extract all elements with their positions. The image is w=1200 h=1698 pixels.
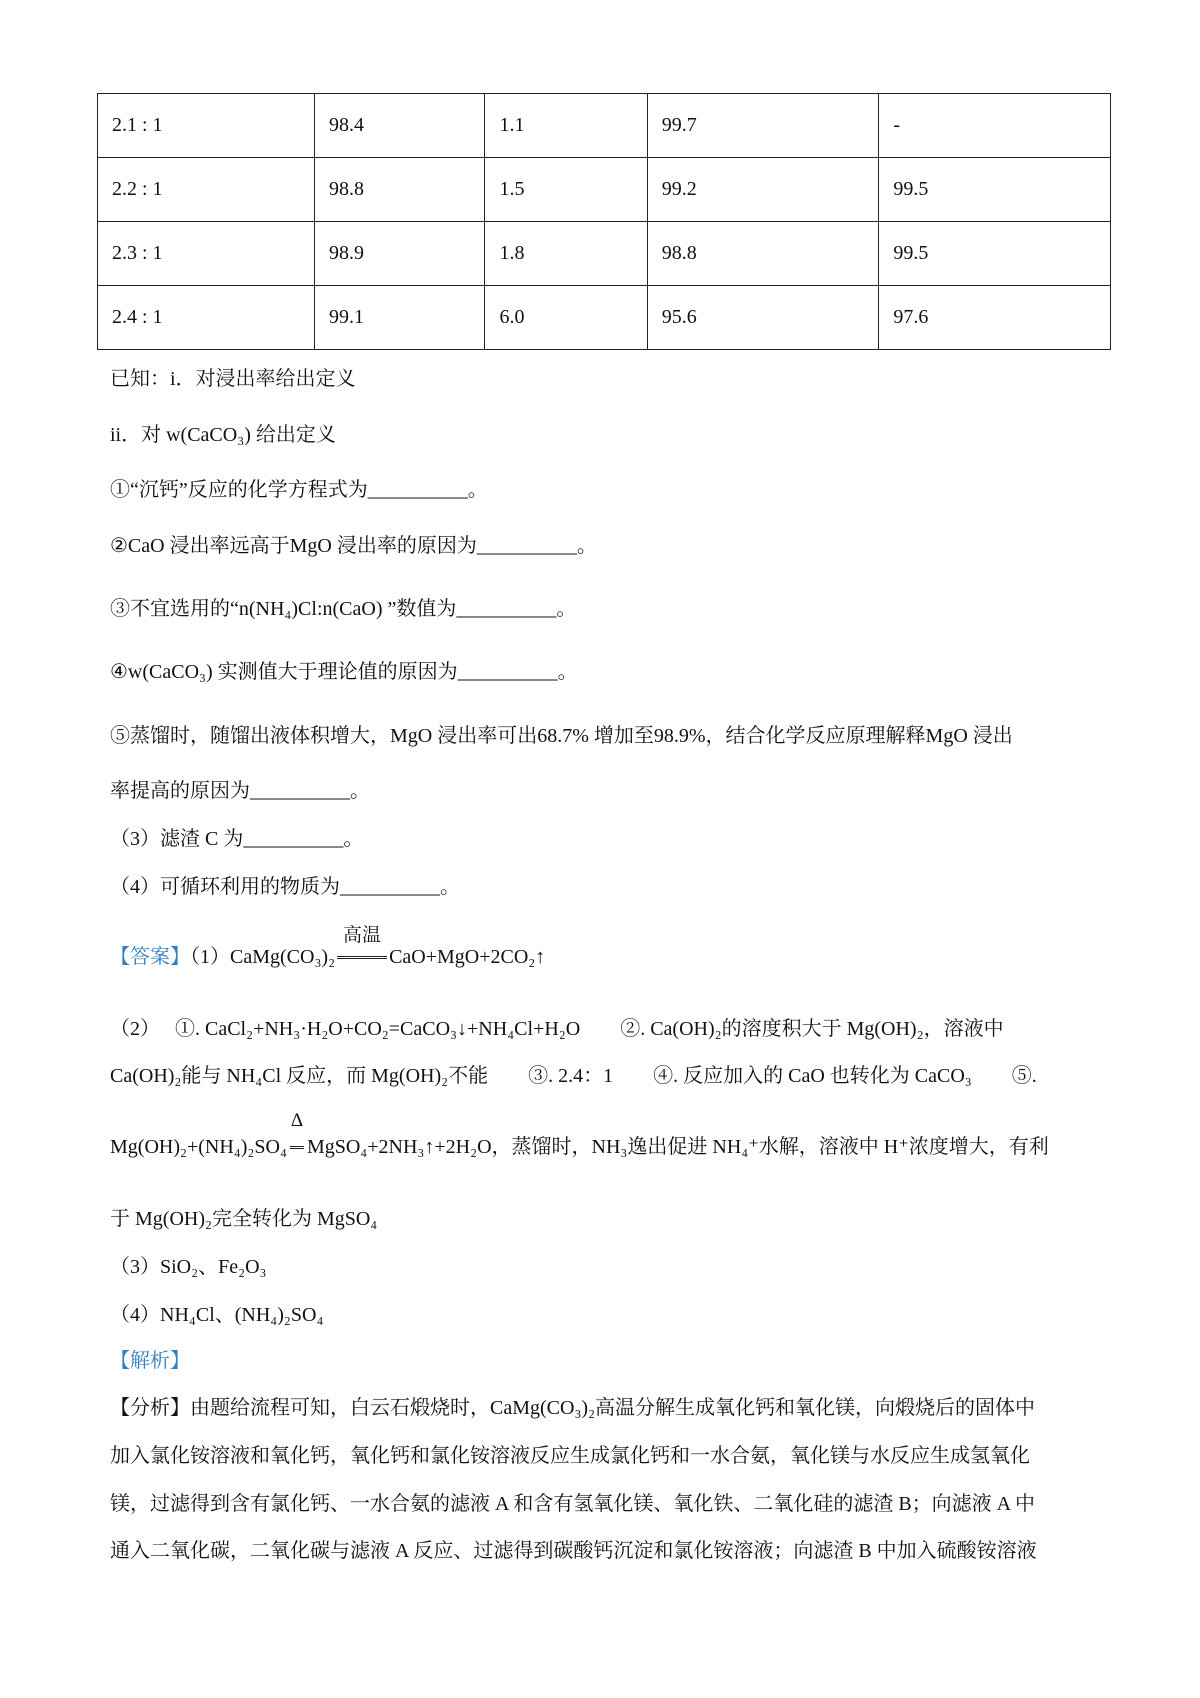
answer-1-product: CaO+MgO+2CO₂↑ [389,946,546,968]
answer-tag: 【答案】 [110,946,190,968]
answer-3: （3）SiO₂、Fe₂O₃ [110,1256,267,1278]
question-2: ②CaO 浸出率远高于MgO 浸出率的原因为__________。 [110,535,597,557]
product: MgSO₄+2NH₃↑+2H₂O，蒸馏时，NH₃逸出促进 NH₄⁺水解，溶液中 H⁺浓度增大，有利 [306,1136,1049,1158]
analysis-line-4: 通入二氧化碳，二氧化碳与滤液 A 反应、过滤得到碳酸钙沉淀和氯化铵溶液；向滤渣 B 中加入硫酸铵溶液 [110,1540,1037,1562]
table-cell: 97.6 [879,286,1111,350]
reaction-condition: 高温 [343,925,382,946]
data-table [97,93,1111,350]
reaction-arrow [337,925,387,959]
reaction-condition: Δ [290,1110,304,1131]
analysis-tag: 【解析】 [110,1350,190,1372]
table-cell: 98.4 [314,94,484,158]
table-cell: 6.0 [485,286,647,350]
question-5-cont: 率提高的原因为__________。 [110,780,370,802]
answer-4: （4）NH₄Cl、(NH₄)₂SO₄ [110,1304,324,1326]
answer-2-line-3 [110,1110,1049,1159]
table-row [98,158,1111,222]
table-cell: 2.2 : 1 [98,158,315,222]
reactant: Mg(OH)₂+(NH₄)₂SO₄ [110,1136,287,1158]
table-cell: 95.6 [647,286,879,350]
table-cell: 1.5 [485,158,647,222]
known-i: 已知：i．对浸出率给出定义 [110,368,356,390]
answer-2-line-2: Ca(OH)₂能与 NH₄Cl 反应，而 Mg(OH)₂不能 ③. 2.4：1 ④. 反应加入的 CaO 也转化为 CaCO₃ ⑤. [110,1065,1037,1087]
table-cell: 98.8 [314,158,484,222]
answer-1 [110,925,546,969]
table-cell: 2.4 : 1 [98,286,315,350]
part-3: （3）滤渣 C 为__________。 [110,828,364,850]
table-cell: 98.9 [314,222,484,286]
table-row [98,222,1111,286]
part-4: （4）可循环利用的物质为__________。 [110,876,460,898]
analysis-line-3: 镁，过滤得到含有氯化钙、一水合氨的滤液 A 和含有氢氧化镁、氧化铁、二氧化硅的滤渣 B；向滤液 A 中 [110,1493,1036,1515]
question-5: ⑤蒸馏时，随馏出液体积增大，MgO 浸出率可出68.7% 增加至98.9%，结合化学反应原理解释MgO 浸出 [110,725,1013,747]
table-cell: 99.7 [647,94,879,158]
table-cell: 99.2 [647,158,879,222]
reaction-arrow [290,1110,304,1149]
table-cell: - [879,94,1111,158]
table-cell: 2.1 : 1 [98,94,315,158]
question-4: ④w(CaCO₃) 实测值大于理论值的原因为__________。 [110,661,578,683]
answer-1-reactant: （1）CaMg(CO₃)₂ [190,946,336,968]
table-cell: 99.5 [879,158,1111,222]
table-cell: 99.5 [879,222,1111,286]
table-cell: 2.3 : 1 [98,222,315,286]
known-ii: ii．对 w(CaCO₃) 给出定义 [110,424,336,446]
answer-2-line-4: 于 Mg(OH)₂完全转化为 MgSO₄ [110,1208,378,1230]
table-cell: 1.1 [485,94,647,158]
analysis-line-2: 加入氯化铵溶液和氧化钙，氧化钙和氯化铵溶液反应生成氯化钙和一水合氨，氧化镁与水反应生成氢氧化 [110,1445,1030,1467]
table-cell: 1.8 [485,222,647,286]
table-cell: 99.1 [314,286,484,350]
table-row [98,94,1111,158]
question-3: ③不宜选用的“n(NH₄)Cl:n(CaO) ”数值为__________。 [110,598,577,620]
table-row [98,286,1111,350]
answer-2-line-1: （2） ①. CaCl₂+NH₃·H₂O+CO₂=CaCO₃↓+NH₄Cl+H₂O ②. Ca(OH)₂的溶度积大于 Mg(OH)₂，溶液中 [110,1018,1004,1040]
question-1: ①“沉钙”反应的化学方程式为__________。 [110,479,488,501]
analysis-line-1: 【分析】由题给流程可知，白云石煅烧时，CaMg(CO₃)₂高温分解生成氧化钙和氧化镁，向煅烧后的固体中 [110,1397,1036,1419]
table-cell: 98.8 [647,222,879,286]
